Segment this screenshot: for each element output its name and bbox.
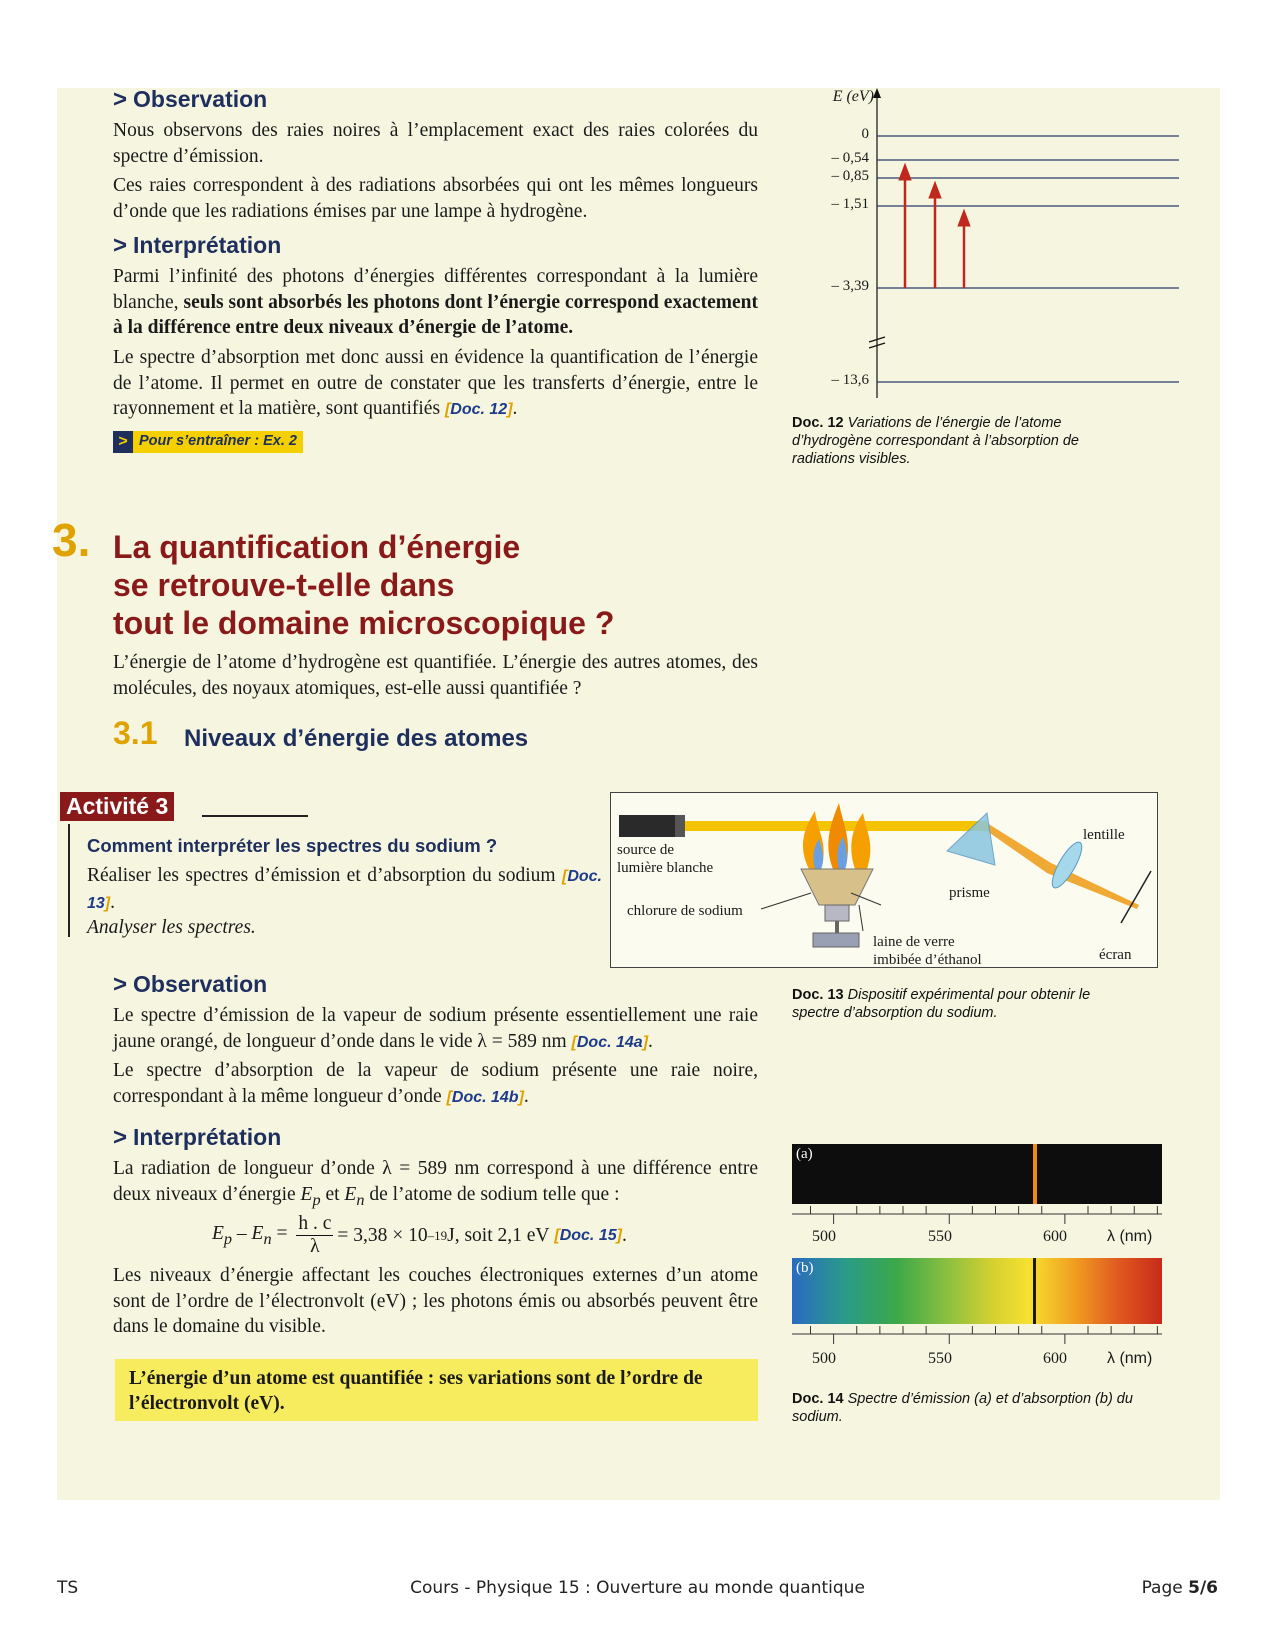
absorption-spectrum bbox=[792, 1258, 1162, 1324]
doc14-caption: Doc. 14 Spectre d’émission (a) et d’absorption (b) du sodium. bbox=[792, 1391, 1133, 1425]
footer-left: TS bbox=[57, 1578, 79, 1598]
activity-instruction: Réaliser les spectres d’émission et d’absorption du sodium [Doc. 13]. bbox=[87, 865, 602, 913]
sodium-emission-line bbox=[1033, 1144, 1037, 1204]
wavelength-unit: λ (nm) bbox=[1107, 1228, 1153, 1245]
interpretation-heading-2: > Interprétation bbox=[113, 1124, 282, 1151]
flame-shapes bbox=[803, 803, 870, 869]
absorption-arrows bbox=[899, 164, 970, 288]
tick-label: 600 bbox=[1043, 1228, 1067, 1245]
spectrum-b-label: (b) bbox=[796, 1260, 814, 1276]
emission-spectrum bbox=[792, 1144, 1162, 1204]
training-link[interactable]: > Pour s’entraîner : Ex. 2 bbox=[113, 431, 303, 453]
energy-level-label: – 0,85 bbox=[831, 168, 869, 184]
sodium-interpretation-2: Les niveaux d’énergie affectant les couches électroniques externes d’un atome sont de l’ordre de l’électronvolt (eV) ; les photons émis ou absorbés peuvent être dans le domaine du visible. bbox=[113, 1265, 758, 1337]
observation-paragraph-2: Ces raies correspondent à des radiations absorbées qui ont les mêmes longueurs d’onde que les radiations émises par une lampe à hydrogène. bbox=[113, 175, 758, 222]
sodium-observation-2: Le spectre d’absorption de la vapeur de sodium présente une raie noire, correspondant à la même longueur d’onde [Doc. 14b]. bbox=[113, 1060, 758, 1107]
doc15-reference: [Doc. 15] bbox=[554, 1226, 622, 1244]
subsection-title: Niveaux d’énergie des atomes bbox=[184, 725, 529, 752]
activity-divider bbox=[202, 815, 308, 817]
footer-right: Page 5/6 bbox=[1141, 1578, 1218, 1598]
chlorure-label: chlorure de sodium bbox=[627, 903, 743, 919]
energy-level-lines bbox=[877, 136, 1179, 382]
laine-label: laine de verre imbibée d’éthanol bbox=[873, 934, 982, 968]
sodium-chloride-basket bbox=[801, 869, 873, 905]
energy-axis-label: E (eV) bbox=[832, 88, 874, 105]
prisme-label: prisme bbox=[949, 885, 990, 901]
sodium-interpretation-1: La radiation de longueur d’onde λ = 589 nm correspond à une différence entre deux niveaux d’énergie $E_p$ et $E_n$ de l’atome de sodium telle que : bbox=[113, 1158, 758, 1209]
conclusion-box bbox=[115, 1359, 758, 1421]
conclusion-text: L’énergie d’un atome est quantifiée : ses variations sont de l’ordre de l’électronvolt (eV). bbox=[129, 1368, 703, 1414]
activity-side-rule bbox=[68, 824, 70, 937]
burner-shape bbox=[813, 933, 859, 947]
doc13-setup-diagram bbox=[610, 792, 1158, 968]
tick-label: 500 bbox=[812, 1228, 836, 1245]
spectrum-a-ticks bbox=[792, 1204, 1162, 1224]
activity-badge: Activité 3 bbox=[60, 792, 174, 821]
activity-question: Comment interpréter les spectres du sodium ? bbox=[87, 835, 498, 856]
observation-paragraph-1: Nous observons des raies noires à l’emplacement exact des raies colorées du spectre d’émission. bbox=[113, 120, 758, 167]
energy-level-label: 0 bbox=[861, 126, 869, 142]
tick-label: 500 bbox=[812, 1350, 836, 1367]
screen-shape bbox=[1121, 871, 1151, 923]
observation-heading: > Observation bbox=[113, 86, 268, 113]
section-intro: L’énergie de l’atome d’hydrogène est quantifiée. L’énergie des autres atomes, des molécules, des noyaux atomiques, est-elle aussi quantifiée ? bbox=[113, 652, 758, 699]
sodium-observation-1: Le spectre d’émission de la vapeur de sodium présente essentiellement une raie jaune orangé, de longueur d’onde dans le vide λ = 589 nm [Doc. 14a]. bbox=[113, 1005, 758, 1052]
subsection-number: 3.1 bbox=[113, 715, 158, 751]
wavelength-unit: λ (nm) bbox=[1107, 1350, 1153, 1367]
interpretation-paragraph-1: Parmi l’infinité des photons d’énergies différentes correspondant à la lumière blanche, seuls sont absorbés les photons dont l’énergie correspond exactement à la différence entre deux niveaux d’énergie de l’atome. bbox=[113, 266, 758, 338]
activity-analyse: Analyser les spectres. bbox=[87, 917, 256, 938]
tick-label: 550 bbox=[928, 1350, 952, 1367]
textbook-page bbox=[52, 86, 1220, 1500]
lentille-label: lentille bbox=[1083, 827, 1125, 843]
chevron-right-icon: > bbox=[113, 431, 133, 453]
tick-label: 550 bbox=[928, 1228, 952, 1245]
doc12-energy-diagram bbox=[789, 88, 1209, 398]
source-label: source de lumière blanche bbox=[617, 842, 714, 876]
doc12-caption: Doc. 12 Variations de l’énergie de l’atome d’hydrogène correspondant à l’absorption de radiations visibles. bbox=[792, 415, 1079, 467]
energy-level-label: – 1,51 bbox=[831, 196, 869, 212]
doc13-caption: Doc. 13 Dispositif expérimental pour obtenir le spectre d’absorption du sodium. bbox=[792, 987, 1091, 1021]
spectrum-a-label: (a) bbox=[796, 1146, 813, 1162]
energy-level-label: – 13,6 bbox=[831, 372, 869, 388]
footer-center: Cours - Physique 15 : Ouverture au monde quantique bbox=[410, 1578, 865, 1598]
interpretation-paragraph-2: Le spectre d’absorption met donc aussi en évidence la quantification de l’énergie de l’atome. Il permet en outre de constater que les transferts d’énergie, entre le rayonnement et la matière, sont quantifiés [Doc. 12]. bbox=[113, 347, 758, 419]
energy-formula: $E_p - E_n$ = $\frac{h . c}{\lambda}$ = 3,38 × 10 –19 J, soit 2,1 eV [Doc. 15] . bbox=[212, 1213, 627, 1257]
spectrum-b-ticks bbox=[792, 1324, 1162, 1344]
doc13-reference: [Doc. 13] bbox=[87, 868, 602, 912]
observation-heading-2: > Observation bbox=[113, 971, 268, 998]
sodium-absorption-line bbox=[1033, 1258, 1036, 1324]
section-number: 3. bbox=[52, 514, 91, 566]
energy-level-label: – 0,54 bbox=[831, 150, 869, 166]
doc12-reference: [Doc. 12] bbox=[444, 401, 513, 418]
prism-shape bbox=[947, 813, 995, 865]
energy-level-label: – 3,39 bbox=[831, 278, 869, 294]
interpretation-heading: > Interprétation bbox=[113, 232, 282, 259]
ecran-label: écran bbox=[1099, 947, 1132, 963]
section-title: La quantification d’énergie se retrouve-t-elle dans tout le domaine microscopique ? bbox=[113, 529, 615, 641]
light-source-shape bbox=[619, 815, 683, 837]
doc14b-reference: [Doc. 14b] bbox=[446, 1088, 524, 1106]
tick-label: 600 bbox=[1043, 1350, 1067, 1367]
doc14a-reference: [Doc. 14a] bbox=[571, 1033, 649, 1051]
